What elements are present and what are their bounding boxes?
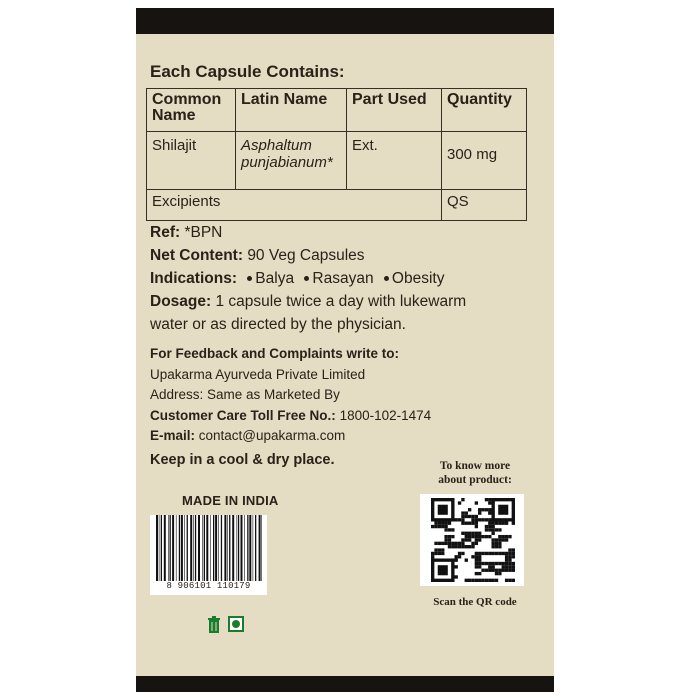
dosage-line-2: water or as directed by the physician. [150,316,406,333]
header-part-used: Part Used [347,89,442,132]
cell-latin-name: Asphaltum punjabianum* [236,132,347,190]
feedback-block [150,344,431,447]
email-line: E-mail: contact@upakarma.com [150,428,346,443]
cell-excipients-qty: QS [442,190,527,221]
cell-common-name: Shilajit [147,132,236,190]
bullet-icon [384,276,389,281]
top-dark-band [136,8,554,34]
indications-line: Indications: Balya Rasayan Obesity [150,270,445,287]
bottom-dark-band [136,676,554,692]
veg-mark-icon [228,616,244,632]
dustbin-icon [206,616,222,634]
composition-table [146,88,527,221]
bullet-icon [247,276,252,281]
qr-caption: Scan the QR code [433,596,517,608]
header-quantity: Quantity [442,89,527,132]
made-in-india: MADE IN INDIA [182,493,279,508]
company-name: Upakarma Ayurveda Private Limited [150,366,366,382]
qr-label: To know more about product: [438,460,512,486]
dosage-line: Dosage: 1 capsule twice a day with lukewarm [150,293,467,310]
cell-quantity: 300 mg [442,132,527,190]
barcode-number: 8 906101 110179 [166,581,251,591]
table-row [147,132,527,190]
qr-code[interactable] [420,494,524,586]
composition-heading: Each Capsule Contains: [150,62,345,81]
barcode-icon [154,515,264,581]
net-content-line: Net Content: 90 Veg Capsules [150,247,365,264]
address: Address: Same as Marketed By [150,387,340,402]
ref-line: Ref: *BPN [150,224,223,241]
cell-part-used: Ext. [347,132,442,190]
tollfree-line: Customer Care Toll Free No.: 1800-102-1474 [150,407,432,423]
table-row [147,190,527,221]
symbol-icons [206,616,244,634]
header-common-name: Common Name [147,89,236,132]
storage-instruction: Keep in a cool & dry place. [150,452,335,468]
table-header-row [147,89,527,132]
header-latin-name: Latin Name [236,89,347,132]
barcode [150,515,267,595]
cell-excipients: Excipients [147,190,442,221]
bullet-icon [304,276,309,281]
feedback-heading: For Feedback and Complaints write to: [150,346,400,361]
qr-code-icon [428,498,518,582]
